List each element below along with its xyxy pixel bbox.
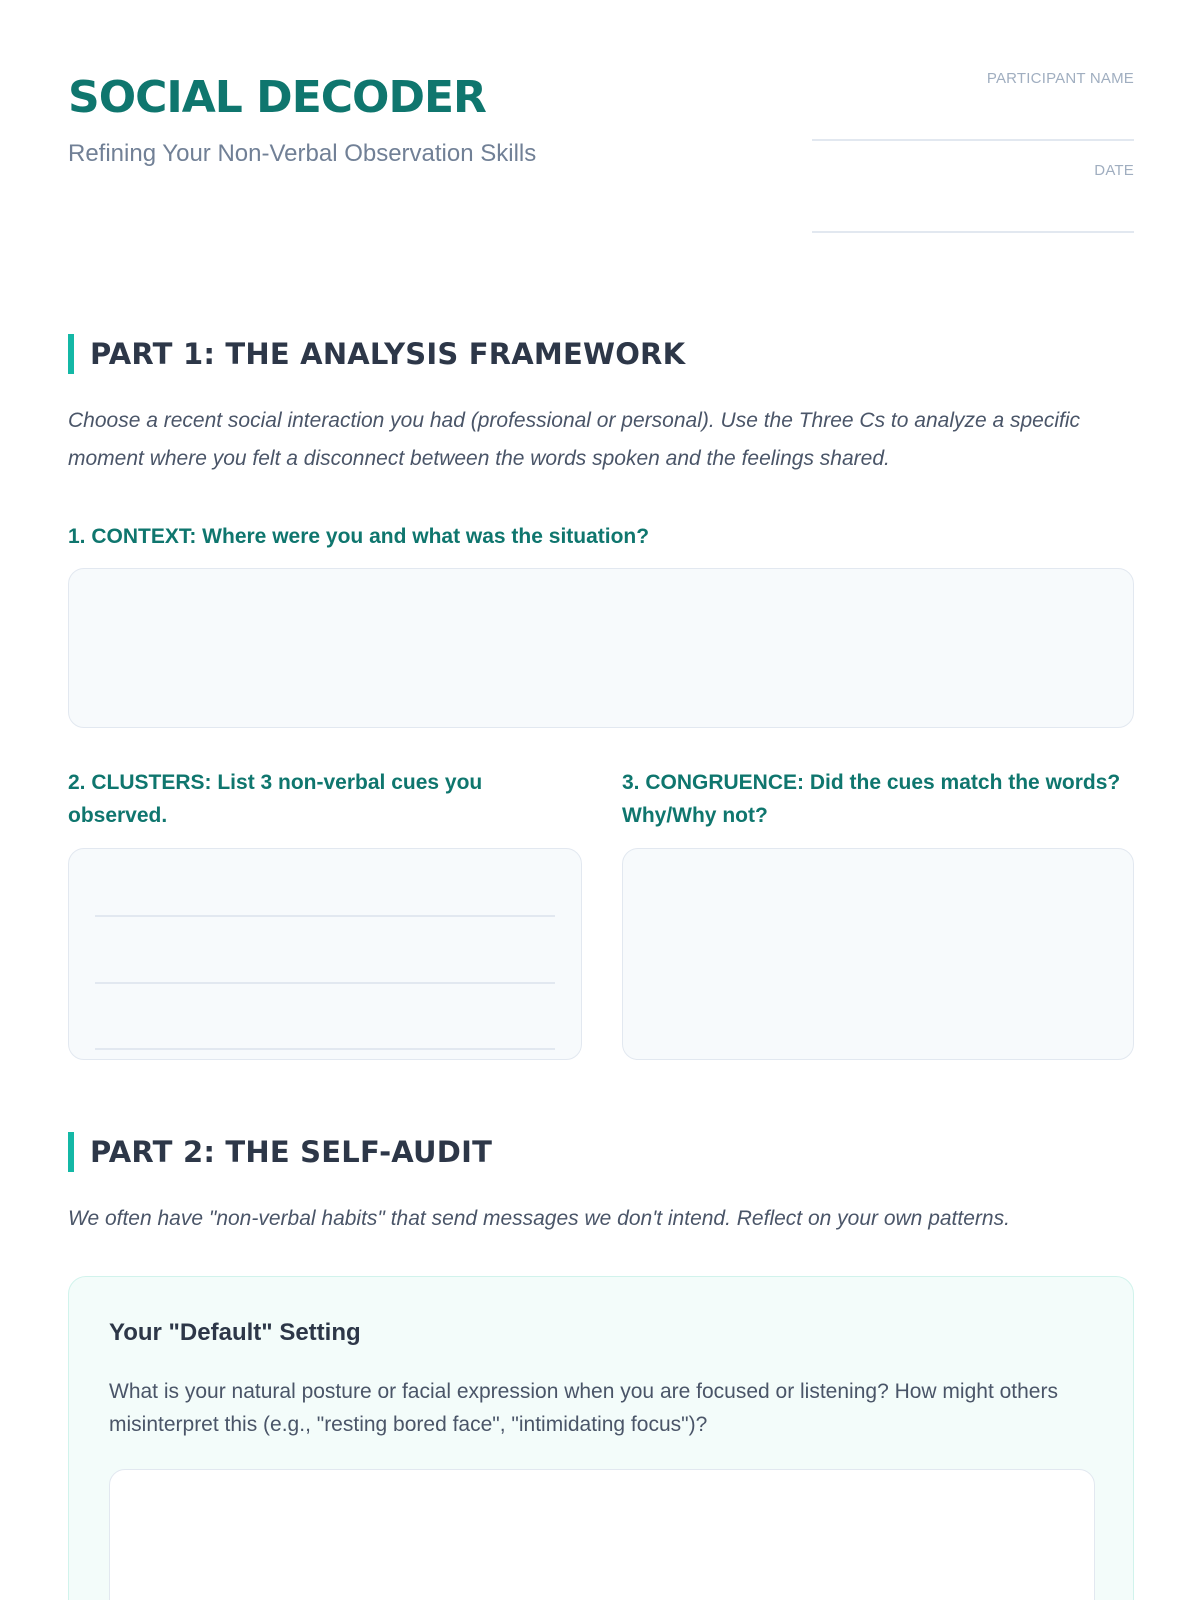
- page-title: SOCIAL DECODER: [68, 72, 486, 123]
- default-setting-card: [68, 1276, 1134, 1600]
- part2-heading: [68, 1132, 492, 1172]
- date-label: DATE: [1094, 162, 1134, 179]
- date-field[interactable]: [812, 231, 1134, 233]
- section-accent-bar: [68, 1132, 74, 1172]
- part1-title: PART 1: THE ANALYSIS FRAMEWORK: [90, 337, 686, 371]
- clusters-answer-box[interactable]: [68, 848, 582, 1060]
- part2-title: PART 2: THE SELF-AUDIT: [90, 1135, 493, 1169]
- context-question: 1. CONTEXT: Where were you and what was the situation?: [68, 525, 650, 548]
- worksheet-header: [68, 70, 1134, 270]
- participant-name-field[interactable]: [812, 139, 1134, 141]
- writing-line: [95, 915, 555, 917]
- default-setting-title: Your "Default" Setting: [109, 1319, 361, 1346]
- part2-instructions: We often have "non-verbal habits" that send messages we don't intend. Reflect on your own patterns.: [68, 1207, 1010, 1230]
- context-answer-box[interactable]: [68, 568, 1134, 728]
- writing-line: [95, 1048, 555, 1050]
- congruence-answer-box[interactable]: [622, 848, 1134, 1060]
- clusters-question: 2. CLUSTERS: List 3 non-verbal cues you observed.: [68, 771, 483, 827]
- participant-name-label: PARTICIPANT NAME: [986, 70, 1134, 87]
- participant-meta: [812, 70, 1134, 254]
- part1-heading: [68, 334, 685, 374]
- page-subtitle: Refining Your Non-Verbal Observation Skills: [68, 140, 537, 167]
- default-setting-prompt: What is your natural posture or facial expression when you are focused or listening? How might others misinterpret this (e.g., "resting bored face", "intimidating focus")?: [109, 1380, 1058, 1436]
- writing-line: [95, 982, 555, 984]
- congruence-question: 3. CONGRUENCE: Did the cues match the words? Why/Why not?: [622, 771, 1121, 827]
- default-setting-answer-box[interactable]: [109, 1469, 1095, 1600]
- section-accent-bar: [68, 334, 74, 374]
- part1-instructions: Choose a recent social interaction you had (professional or personal). Use the Three Cs to analyze a specific moment where you felt a disconnect between the words spoken and the feelings shared.: [68, 409, 1081, 470]
